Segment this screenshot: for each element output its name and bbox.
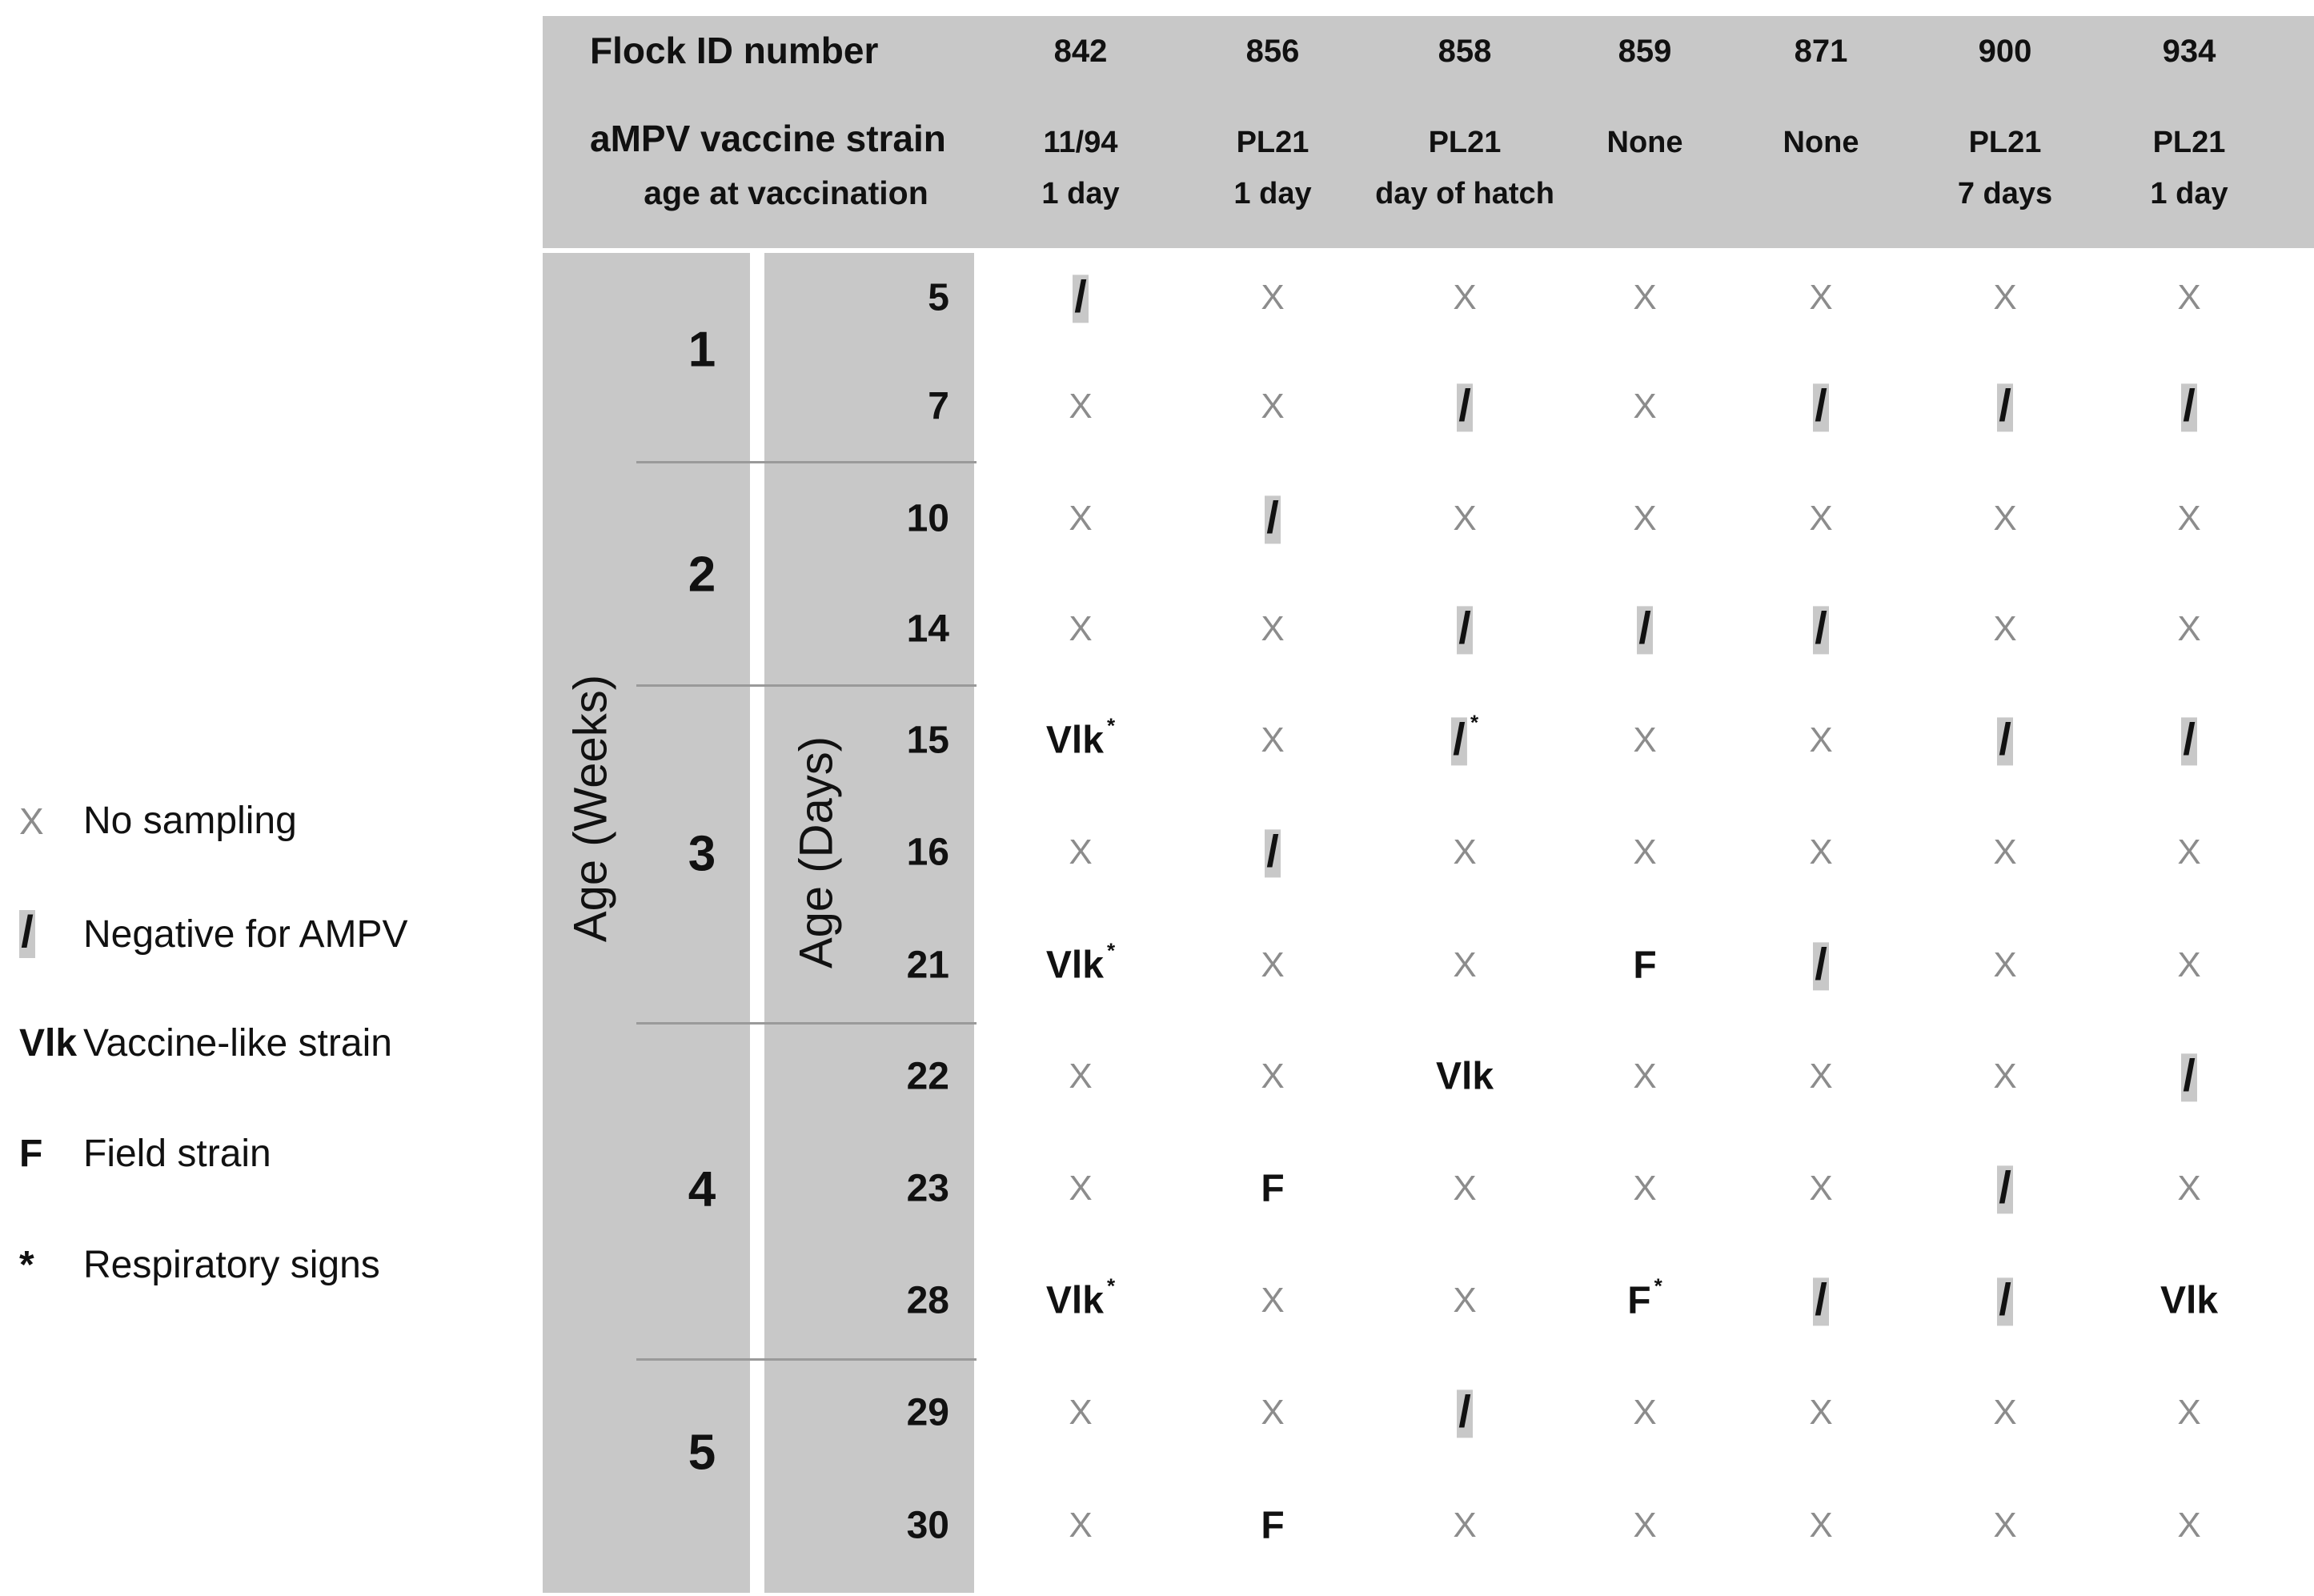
legend-symbol <box>19 906 67 958</box>
negative-slash: / <box>2183 713 2196 764</box>
day-number-15: 15 <box>906 719 949 762</box>
week-number-3: 3 <box>688 826 716 882</box>
cell-no-sampling: X <box>1993 278 2017 317</box>
day-number-29: 29 <box>906 1391 949 1434</box>
cell-negative <box>1073 272 1089 323</box>
negative-marker <box>1457 1385 1473 1438</box>
negative-marker <box>1997 379 2013 432</box>
negative-marker <box>1265 491 1281 544</box>
flock-age-856: 1 day <box>1233 177 1312 211</box>
age-days-axis-title: Age (Days) <box>790 736 843 969</box>
cell-no-sampling: X <box>1633 1169 1657 1208</box>
cell-no-sampling: X <box>1633 1506 1657 1545</box>
flock-vaccine-858 <box>1375 117 1554 219</box>
respiratory-sign-marker: * <box>1106 938 1116 963</box>
day-number-14: 14 <box>906 608 949 651</box>
cell-field-strain <box>1627 1273 1662 1323</box>
cell-negative <box>1997 381 2013 431</box>
cell-negative <box>2181 1051 2197 1101</box>
flock-id-858: 858 <box>1438 34 1492 69</box>
cell-no-sampling: X <box>2177 1393 2201 1432</box>
cell-value: Vlk <box>1045 944 1104 987</box>
cell-no-sampling: X <box>1993 1057 2017 1096</box>
negative-marker <box>1073 271 1089 323</box>
negative-slash: / <box>1266 825 1279 876</box>
flock-strain-871: None <box>1783 126 1859 159</box>
negative-slash: / <box>1458 1385 1471 1437</box>
legend-label: Vaccine-like strain <box>83 1022 392 1065</box>
week-number-4: 4 <box>688 1161 716 1217</box>
flock-vaccine-871 <box>1783 117 1859 168</box>
legend-symbol: * <box>19 1244 34 1286</box>
cell-no-sampling: X <box>1633 387 1657 426</box>
cell-no-sampling: X <box>1809 1057 1833 1096</box>
cell-negative <box>1997 1163 2013 1213</box>
cell-no-sampling: X <box>1069 1169 1093 1208</box>
cell-negative <box>1451 710 1479 765</box>
week-number-2: 2 <box>688 547 716 603</box>
cell-no-sampling: X <box>1809 1506 1833 1545</box>
flock-vaccine-900 <box>1958 117 2052 219</box>
cell-no-sampling: X <box>1069 1057 1093 1096</box>
cell-no-sampling: X <box>2177 278 2201 317</box>
flock-vaccine-934 <box>2150 117 2228 219</box>
cell-vaccine-like <box>1045 938 1116 988</box>
flock-id-label: Flock ID number <box>590 30 879 71</box>
week-separator <box>636 684 977 687</box>
flock-age-900: 7 days <box>1957 177 2053 211</box>
cell-no-sampling: X <box>2177 499 2201 538</box>
negative-slash: / <box>2183 1049 2196 1101</box>
day-number-23: 23 <box>906 1167 949 1210</box>
cell-no-sampling: X <box>1453 1506 1477 1545</box>
cell-no-sampling: X <box>2177 609 2201 648</box>
respiratory-sign-marker: * <box>1470 710 1479 735</box>
negative-marker <box>1637 602 1653 655</box>
day-number-30: 30 <box>906 1504 949 1547</box>
cell-negative <box>2181 381 2197 431</box>
cell-no-sampling: X <box>1261 609 1285 648</box>
age-weeks-axis-title: Age (Weeks) <box>564 674 617 943</box>
flock-strain-858: PL21 <box>1428 126 1502 159</box>
cell-negative <box>1457 604 1473 654</box>
cell-no-sampling: X <box>1069 387 1093 426</box>
day-number-5: 5 <box>928 276 949 319</box>
cell-negative <box>2181 715 2197 765</box>
cell-no-sampling: X <box>1633 832 1657 872</box>
cell-value: Vlk <box>1045 1279 1104 1322</box>
negative-slash: / <box>1999 1273 2011 1325</box>
cell-value: Vlk <box>2160 1279 2219 1322</box>
flock-vaccine-856 <box>1233 117 1311 219</box>
flock-strain-900: PL21 <box>1968 126 2042 159</box>
cell-value: F <box>1633 944 1657 987</box>
cell-value: F <box>1261 1504 1285 1547</box>
day-number-16: 16 <box>906 831 949 874</box>
legend-item <box>19 799 297 843</box>
negative-marker <box>1813 602 1829 655</box>
cell-negative <box>1997 1275 2013 1325</box>
flock-id-871: 871 <box>1794 34 1848 69</box>
legend-symbol: X <box>19 800 44 842</box>
cell-negative <box>1457 381 1473 431</box>
cell-no-sampling: X <box>1453 945 1477 984</box>
week-number-1: 1 <box>688 322 716 378</box>
legend-item <box>19 1021 392 1065</box>
negative-marker <box>1265 825 1281 878</box>
cell-no-sampling: X <box>1809 1393 1833 1432</box>
cell-no-sampling: X <box>2177 945 2201 984</box>
cell-no-sampling: X <box>1809 720 1833 760</box>
cell-no-sampling: X <box>1453 278 1477 317</box>
negative-marker <box>1451 713 1467 766</box>
negative-slash: / <box>1074 271 1087 322</box>
negative-marker <box>1813 379 1829 432</box>
cell-no-sampling: X <box>1633 1057 1657 1096</box>
flock-vaccine-842 <box>1041 117 1119 219</box>
negative-marker <box>1813 938 1829 991</box>
cell-value: F <box>1627 1279 1651 1322</box>
flock-id-934: 934 <box>2162 34 2216 69</box>
flock-id-900: 900 <box>1978 34 2032 69</box>
day-number-10: 10 <box>906 497 949 540</box>
cell-no-sampling: X <box>1453 1281 1477 1320</box>
legend-label: Field strain <box>83 1133 271 1175</box>
flock-age-858: day of hatch <box>1375 177 1554 211</box>
cell-no-sampling: X <box>1261 720 1285 760</box>
cell-no-sampling: X <box>1261 1393 1285 1432</box>
cell-negative <box>1997 715 2013 765</box>
flock-strain-856: PL21 <box>1236 126 1309 159</box>
cell-field-strain <box>1261 1167 1284 1211</box>
cell-vaccine-like <box>1045 1273 1116 1323</box>
negative-slash: / <box>1999 713 2011 764</box>
cell-negative <box>1265 493 1281 543</box>
negative-marker <box>19 906 35 958</box>
cell-negative <box>1457 1387 1473 1438</box>
cell-no-sampling: X <box>2177 832 2201 872</box>
negative-marker <box>1997 1273 2013 1326</box>
negative-marker <box>1997 1161 2013 1214</box>
cell-no-sampling: X <box>1633 1393 1657 1432</box>
cell-no-sampling: X <box>1993 499 2017 538</box>
negative-slash: / <box>1815 379 1827 431</box>
cell-no-sampling: X <box>1261 945 1285 984</box>
cell-no-sampling: X <box>1633 278 1657 317</box>
negative-slash: / <box>1266 491 1279 543</box>
cell-no-sampling: X <box>1453 1169 1477 1208</box>
cell-no-sampling: X <box>1261 278 1285 317</box>
flock-strain-934: PL21 <box>2152 126 2226 159</box>
flock-age-934: 1 day <box>2150 177 2228 211</box>
negative-slash: / <box>1999 379 2011 431</box>
legend-symbol-text: / <box>21 906 34 957</box>
cell-vaccine-like <box>1436 1055 1494 1099</box>
negative-marker <box>1813 1273 1829 1326</box>
cell-negative <box>1637 604 1653 654</box>
cell-no-sampling: X <box>1809 278 1833 317</box>
respiratory-sign-marker: * <box>1106 1273 1116 1298</box>
week-number-5: 5 <box>688 1425 716 1481</box>
cell-negative <box>1813 604 1829 654</box>
flock-strain-859: None <box>1606 126 1683 159</box>
cell-no-sampling: X <box>1069 1393 1093 1432</box>
cell-no-sampling: X <box>1453 832 1477 872</box>
cell-negative <box>1813 381 1829 431</box>
cell-no-sampling: X <box>1069 499 1093 538</box>
cell-vaccine-like <box>2160 1279 2218 1323</box>
week-separator <box>636 1022 977 1025</box>
cell-negative <box>1813 940 1829 990</box>
legend-label: No sampling <box>83 800 297 842</box>
negative-slash: / <box>1815 1273 1827 1325</box>
legend-symbol: Vlk <box>19 1022 78 1065</box>
legend-label: Negative for AMPV <box>83 912 408 956</box>
negative-marker <box>1457 379 1473 432</box>
cell-value: Vlk <box>1045 719 1104 762</box>
cell-no-sampling: X <box>1453 499 1477 538</box>
cell-no-sampling: X <box>1809 832 1833 872</box>
negative-slash: / <box>1638 602 1651 653</box>
vaccine-strain-label: aMPV vaccine strain <box>590 118 946 159</box>
negative-marker <box>1457 602 1473 655</box>
cell-no-sampling: X <box>1069 1506 1093 1545</box>
legend-item <box>19 1132 271 1176</box>
week-separator <box>636 1358 977 1361</box>
day-number-28: 28 <box>906 1279 949 1322</box>
negative-slash: / <box>1458 602 1471 653</box>
cell-no-sampling: X <box>1993 945 2017 984</box>
flock-id-859: 859 <box>1618 34 1672 69</box>
cell-no-sampling: X <box>1993 1393 2017 1432</box>
day-number-21: 21 <box>906 944 949 987</box>
cell-field-strain <box>1633 944 1656 988</box>
cell-value: F <box>1261 1167 1285 1210</box>
day-number-7: 7 <box>928 385 949 428</box>
cell-no-sampling: X <box>1633 499 1657 538</box>
cell-no-sampling: X <box>1261 1057 1285 1096</box>
respiratory-sign-marker: * <box>1654 1273 1662 1298</box>
cell-no-sampling: X <box>1993 609 2017 648</box>
cell-no-sampling: X <box>1261 1281 1285 1320</box>
negative-slash: / <box>1815 602 1827 653</box>
flock-vaccine-859 <box>1607 117 1683 168</box>
negative-slash: / <box>2183 379 2196 431</box>
cell-vaccine-like <box>1045 713 1116 763</box>
cell-no-sampling: X <box>1261 387 1285 426</box>
legend-symbol: F <box>19 1133 43 1175</box>
age-at-vaccination-label: age at vaccination <box>644 174 928 211</box>
cell-no-sampling: X <box>2177 1506 2201 1545</box>
flock-id-856: 856 <box>1245 34 1300 69</box>
negative-marker <box>2181 713 2197 766</box>
cell-no-sampling: X <box>1993 832 2017 872</box>
cell-no-sampling: X <box>1069 609 1093 648</box>
flock-age-842: 1 day <box>1041 177 1120 211</box>
cell-no-sampling: X <box>1633 720 1657 760</box>
cell-negative <box>1813 1275 1829 1325</box>
cell-field-strain <box>1261 1504 1284 1548</box>
flock-id-842: 842 <box>1053 34 1108 69</box>
week-separator <box>636 461 977 463</box>
cell-value: Vlk <box>1435 1055 1494 1098</box>
day-number-22: 22 <box>906 1055 949 1098</box>
cell-no-sampling: X <box>1993 1506 2017 1545</box>
negative-slash: / <box>1815 938 1827 989</box>
legend-label: Respiratory signs <box>83 1244 380 1286</box>
cell-no-sampling: X <box>1069 832 1093 872</box>
cell-no-sampling: X <box>2177 1169 2201 1208</box>
respiratory-sign-marker: * <box>1106 713 1116 738</box>
negative-slash: / <box>1458 379 1471 431</box>
cell-no-sampling: X <box>1809 499 1833 538</box>
negative-slash: / <box>1999 1161 2011 1213</box>
negative-marker <box>2181 1049 2197 1102</box>
flock-strain-842: 11/94 <box>1043 126 1118 159</box>
cell-negative <box>1265 827 1281 877</box>
negative-slash: / <box>1453 713 1466 764</box>
cell-no-sampling: X <box>1809 1169 1833 1208</box>
legend-item <box>19 1243 380 1287</box>
negative-marker <box>1997 713 2013 766</box>
legend-item <box>19 906 408 958</box>
negative-marker <box>2181 379 2197 432</box>
